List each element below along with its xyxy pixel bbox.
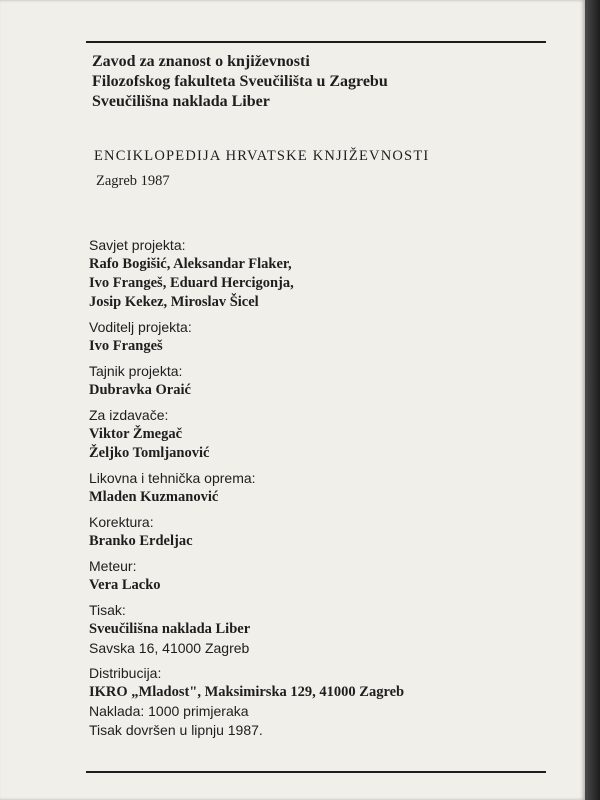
credit-label: Korektura: bbox=[89, 514, 154, 530]
credit-savjet bbox=[89, 236, 559, 312]
print-run: Naklada: 1000 primjeraka bbox=[89, 703, 249, 719]
publisher-block bbox=[92, 52, 562, 112]
credit-label: Savjet projekta: bbox=[89, 237, 186, 253]
place-year: Zagreb 1987 bbox=[96, 173, 170, 189]
credit-label: Voditelj projekta: bbox=[89, 319, 192, 335]
publisher-line-2: Filozofskog fakulteta Sveučilišta u Zagrebu bbox=[92, 73, 388, 90]
credit-name: Branko Erdeljac bbox=[89, 533, 193, 549]
encyclopedia-title: ENCIKLOPEDIJA HRVATSKE KNJIŽEVNOSTI bbox=[94, 148, 430, 164]
credit-name: IKRO „Mladost", Maksimirska 129, 41000 Zagreb bbox=[89, 684, 405, 700]
credit-name: Željko Tomljanović bbox=[89, 445, 210, 461]
credit-name: Mladen Kuzmanović bbox=[89, 489, 219, 505]
credit-label: Tajnik projekta: bbox=[89, 363, 183, 379]
top-rule bbox=[86, 41, 546, 43]
credit-name: Ivo Frangeš bbox=[89, 338, 163, 354]
credit-name: Vera Lacko bbox=[89, 577, 161, 593]
credit-label: Likovna i tehnička oprema: bbox=[89, 470, 256, 486]
credit-name: Josip Kekez, Miroslav Šicel bbox=[89, 294, 259, 310]
bottom-rule bbox=[86, 771, 546, 773]
credit-name: Rafo Bogišić, Aleksandar Flaker, bbox=[89, 256, 292, 272]
credit-korektura bbox=[89, 513, 559, 551]
credit-meteur bbox=[89, 557, 559, 595]
book-spine-shadow bbox=[585, 0, 600, 800]
credit-name: Viktor Žmegač bbox=[89, 426, 183, 442]
credit-distribucija bbox=[89, 664, 559, 740]
credit-izdavac bbox=[89, 406, 559, 463]
credit-name: Ivo Frangeš, Eduard Hercigonja, bbox=[89, 275, 294, 291]
publisher-line-1: Zavod za znanost o književnosti bbox=[92, 53, 310, 70]
credit-label: Distribucija: bbox=[89, 665, 162, 681]
credit-likovna bbox=[89, 469, 559, 507]
credit-label: Tisak: bbox=[89, 602, 126, 618]
publisher-line-3: Sveučilišna naklada Liber bbox=[92, 93, 270, 110]
credit-label: Meteur: bbox=[89, 558, 137, 574]
credit-name: Dubravka Oraić bbox=[89, 382, 191, 398]
credit-tajnik bbox=[89, 362, 559, 400]
credit-label: Za izdavače: bbox=[89, 407, 169, 423]
print-completed: Tisak dovršen u lipnju 1987. bbox=[89, 722, 263, 738]
credit-name: Sveučilišna naklada Liber bbox=[89, 621, 251, 637]
credit-voditelj bbox=[89, 318, 559, 356]
credit-tisak bbox=[89, 601, 559, 658]
printer-address: Savska 16, 41000 Zagreb bbox=[89, 640, 250, 656]
credits-section bbox=[89, 236, 559, 746]
bleed-through-text bbox=[298, 110, 308, 136]
